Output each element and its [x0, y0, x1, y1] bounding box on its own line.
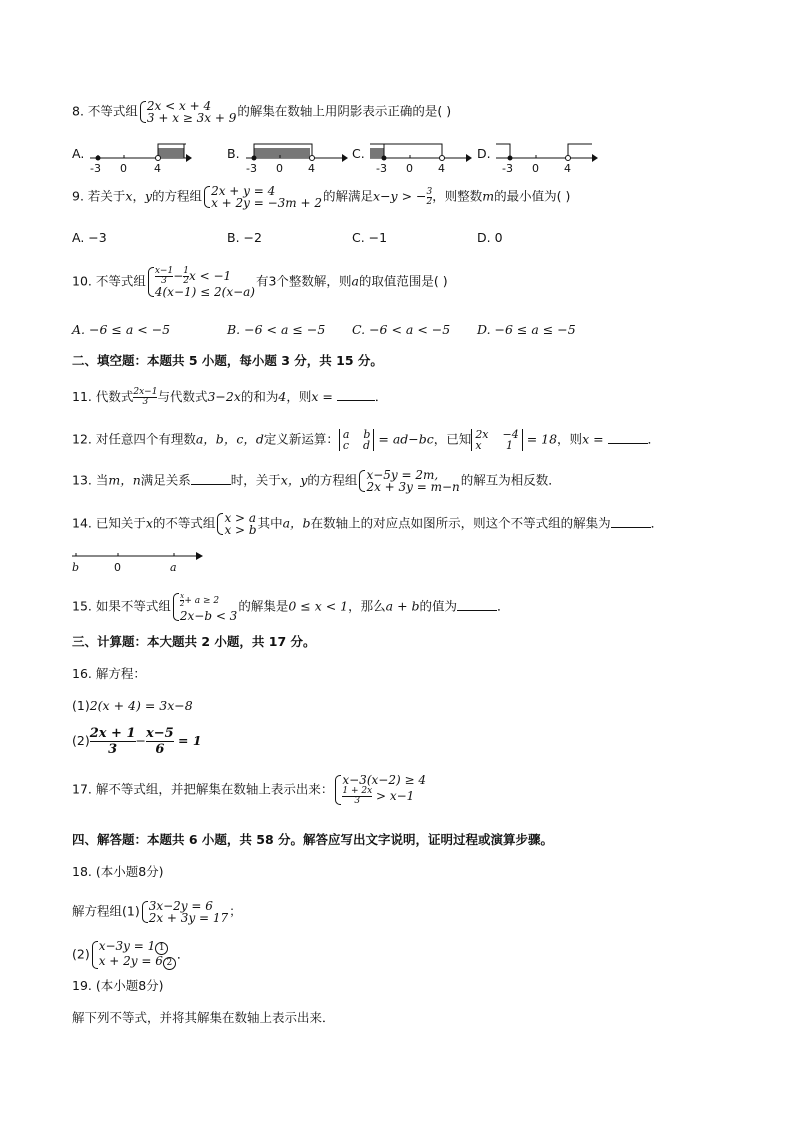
q12-stem: 12. 对任意四个有理数a，b，c，d定义新运算： a b c d = ad−bc，已知 2x −4 x 1 = 18，则x = ． [72, 428, 661, 452]
q9-option-a[interactable]: A. −3 [72, 230, 107, 245]
q8-a-tick-2: 0 [120, 162, 127, 174]
q14-axis-a: a [170, 561, 177, 574]
q13-stem: 13. 当m，n满足关系 时，关于x，y的方程组 x−5y = 2m, 2x + 3y = m−n 的解互为相反数． [72, 468, 561, 494]
q8-suffix: 的解集在数轴上用阴影表示正确的是( ) [237, 103, 452, 119]
q18-part1: 解方程组(1) 3x−2y = 6 2x + 3y = 17 ； [72, 899, 242, 925]
q9-stem: 9. 若关于x，y的方程组 2x + y = 4 x + 2y = −3m + 2 的解满足x−y > − $\frac{3}{2}$ ，则整数m的最小值为( ) [72, 184, 571, 210]
q8-option-c-letter: C. [352, 146, 365, 161]
q17-system: x−3(x−2) ≥ 4 $\frac{1 + 2x}{3}$ > x−1 [334, 774, 426, 806]
q8-d-tick-1: -3 [502, 162, 513, 174]
q10-system: $\frac{x-1}{3}$ − $\frac{1}{2}$ x < −1 4(x−1) ≤ 2(x−a) [147, 266, 255, 298]
q8-option-b-numberline [242, 138, 352, 174]
q13-system: x−5y = 2m, 2x + 3y = m−n [358, 469, 459, 493]
q8-option-d-numberline [492, 138, 602, 174]
section-2-heading: 二、填空题：本题共 5 小题，每小题 3 分，共 15 分。 [72, 353, 383, 368]
q8-c-tick-2: 0 [406, 162, 413, 174]
q8-d-tick-3: 4 [564, 162, 571, 174]
q9-fraction: $\frac{3}{2}$ [426, 186, 433, 207]
section-3-heading: 三、计算题：本大题共 2 小题，共 17 分。 [72, 634, 316, 649]
q16-part2: (2) $\frac{2x + 1}{3}$ − $\frac{x-5}{6}$ = 1 [72, 726, 202, 757]
q14-axis-b: b [72, 561, 80, 574]
circled-one: 1 [155, 942, 168, 955]
q18-title: 18. (本小题8分) [72, 864, 164, 879]
q9-option-d[interactable]: D. 0 [477, 230, 503, 245]
q14-answer-blank[interactable] [611, 527, 651, 528]
q15-stem: 15. 如果不等式组 $\frac{x}{2}$ + a ≥ 2 2x−b < 3 的解集是0 ≤ x < 1，那么a + b的值为 ． [72, 592, 510, 623]
q18-system-2: x−3y = 1 1 x + 2y = 6 2 [91, 940, 176, 970]
q16-part1: (1)2(x + 4) = 3x−8 [72, 698, 193, 713]
q15-system: $\frac{x}{2}$ + a ≥ 2 2x−b < 3 [172, 592, 237, 622]
q12-determinant: 2x −4 x 1 [471, 429, 522, 451]
q12-answer-blank[interactable] [608, 443, 648, 444]
q14-axis-0: 0 [114, 561, 121, 574]
q8-system: 2x < x + 4 3 + x ≥ 3x + 9 [139, 100, 237, 124]
q8-a-tick-3: 4 [154, 162, 161, 174]
q10-option-d[interactable]: D. −6 ≤ a ≤ −5 [477, 322, 576, 337]
q10-option-b[interactable]: B. −6 < a ≤ −5 [227, 322, 326, 337]
q18-part2: (2) x−3y = 1 1 x + 2y = 6 2 ． [72, 939, 190, 968]
circled-two: 2 [163, 957, 176, 970]
q8-option-a[interactable] [72, 146, 84, 161]
q14-stem: 14. 已知关于x的不等式组 x > a x > b 其中a，b在数轴上的对应点如图所示，则这个不等式组的解集为 ． [72, 511, 664, 537]
q8-b-tick-2: 0 [276, 162, 283, 174]
q17-stem: 17. 解不等式组，并把解集在数轴上表示出来： x−3(x−2) ≥ 4 $\frac{1 + 2x}{3}$ > x−1 [72, 773, 426, 806]
q8-option-a-letter: A. [72, 146, 85, 161]
q10-stem: 10. 不等式组 $\frac{x-1}{3}$ − $\frac{1}{2}$ x < −1 4(x−1) ≤ 2(x−a) 有3个整数解，则a的取值范围是( ) [72, 266, 448, 299]
q8-option-a-numberline [86, 138, 196, 174]
q8-option-b-letter: B. [227, 146, 240, 161]
q8-b-tick-1: -3 [246, 162, 257, 174]
q8-option-d[interactable] [477, 146, 491, 161]
q8-d-tick-2: 0 [532, 162, 539, 174]
q11-stem: 11. 代数式 $\frac{2x-1}{3}$ 与代数式3−2x的和为4，则x = ． [72, 387, 388, 407]
q8-prefix: 8. 不等式组 [72, 103, 138, 119]
q15-answer-blank[interactable] [457, 610, 497, 611]
q12-determinant-def: a b c d [339, 429, 375, 451]
q14-system: x > a x > b [216, 512, 256, 536]
q8-c-tick-1: -3 [376, 162, 387, 174]
section-4-heading: 四、解答题：本题共 6 小题，共 58 分。解答应写出文字说明，证明过程或演算步骤。 [72, 832, 554, 847]
q8-b-tick-3: 4 [308, 162, 315, 174]
q8-option-c[interactable] [352, 146, 365, 161]
q8-option-c-numberline [366, 138, 476, 174]
q16-title: 16. 解方程： [72, 666, 146, 681]
q19-text: 解下列不等式，并将其解集在数轴上表示出来． [72, 1010, 335, 1025]
q18-system-1: 3x−2y = 6 2x + 3y = 17 [141, 900, 228, 924]
q13-answer-blank[interactable] [191, 484, 231, 485]
q9-option-c[interactable]: C. −1 [352, 230, 388, 245]
q8-option-d-letter: D. [477, 146, 491, 161]
q9-system: 2x + y = 4 x + 2y = −3m + 2 [203, 185, 322, 209]
q11-answer-blank[interactable] [337, 400, 375, 401]
q8-a-tick-1: -3 [90, 162, 101, 174]
q14-numberline [70, 550, 210, 574]
q8-c-tick-3: 4 [438, 162, 445, 174]
q8-option-b[interactable] [227, 146, 240, 161]
q19-title: 19. (本小题8分) [72, 978, 164, 993]
q8-stem [72, 100, 451, 124]
q9-option-b[interactable]: B. −2 [227, 230, 262, 245]
q10-option-a[interactable]: A. −6 ≤ a < −5 [72, 322, 171, 337]
q10-option-c[interactable]: C. −6 < a < −5 [352, 322, 451, 337]
